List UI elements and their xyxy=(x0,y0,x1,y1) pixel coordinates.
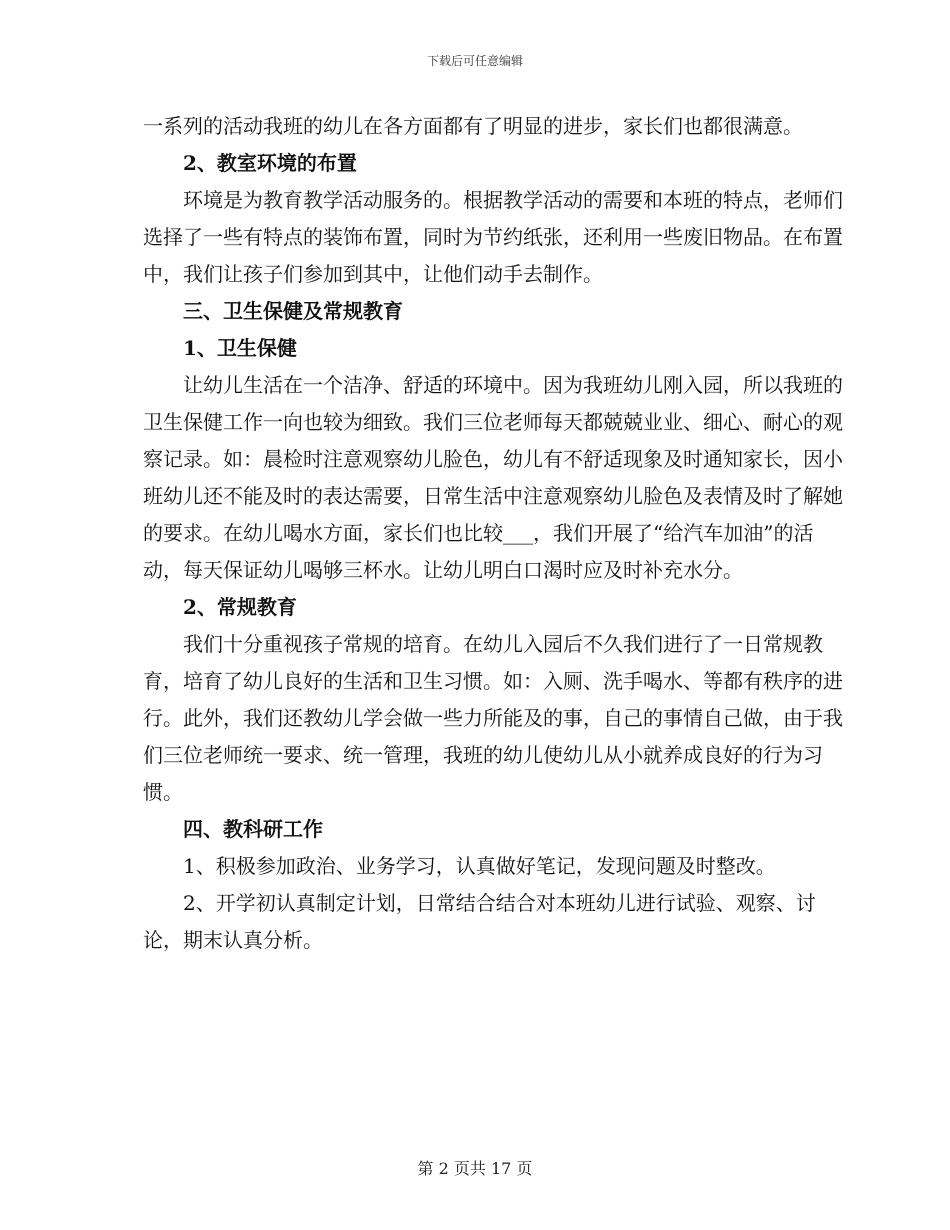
document-body xyxy=(143,108,843,959)
paragraph-hygiene-care: 让幼儿生活在一个洁净、舒适的环境中。因为我班幼儿刚入园，所以我班的卫生保健工作一向也较为细致。我们三位老师每天都兢兢业业、细心、耐心的观察记录。如：晨检时注意观察幼儿脸色，幼儿有不舒适现象及时通知家长，因小班幼儿还不能及时的表达需要，日常生活中注意观察幼儿脸色及表情及时了解她的要求。在幼儿喝水方面，家长们也比较___，我们开展了“给汽车加油”的活动，每天保证幼儿喝够三杯水。让幼儿明白口渴时应及时补充水分。 xyxy=(143,373,843,582)
paragraph-research-item-1: 1、积极参加政治、业务学习，认真做好笔记，发现问题及时整改。 xyxy=(183,854,776,878)
page-header: 下载后可任意编辑 xyxy=(426,54,523,68)
paragraph-routine-education: 我们十分重视孩子常规的培育。在幼儿入园后不久我们进行了一日常规教育，培育了幼儿良好的生活和卫生习惯。如：入厕、洗手喝水、等都有秩序的进行。此外，我们还教幼儿学会做一些力所能及的事，自己的事情自己做，由于我们三位老师统一要求、统一管理，我班的幼儿使幼儿从小就养成良好的行为习惯。 xyxy=(143,632,843,804)
heading-classroom-environment: 2、教室环境的布置 xyxy=(183,151,357,175)
heading-teaching-research: 四、教科研工作 xyxy=(183,817,323,841)
heading-routine-education: 2、常规教育 xyxy=(183,595,297,619)
paragraph-research-item-2: 2、开学初认真制定计划，日常结合结合对本班幼儿进行试验、观察、讨论，期末认真分析。 xyxy=(143,891,816,952)
heading-hygiene-care: 1、卫生保健 xyxy=(183,336,297,360)
heading-hygiene-and-routine: 三、卫生保健及常规教育 xyxy=(183,299,403,323)
page-footer: 第 2 页共 17 页 xyxy=(417,1159,533,1178)
paragraph-continued: 一系列的活动我班的幼儿在各方面都有了明显的进步，家长们也都很满意。 xyxy=(143,114,803,138)
paragraph-environment: 环境是为教育教学活动服务的。根据教学活动的需要和本班的特点，老师们选择了一些有特点的装饰布置，同时为节约纸张，还利用一些废旧物品。在布置中，我们让孩子们参加到其中，让他们动手去制作。 xyxy=(143,188,843,286)
